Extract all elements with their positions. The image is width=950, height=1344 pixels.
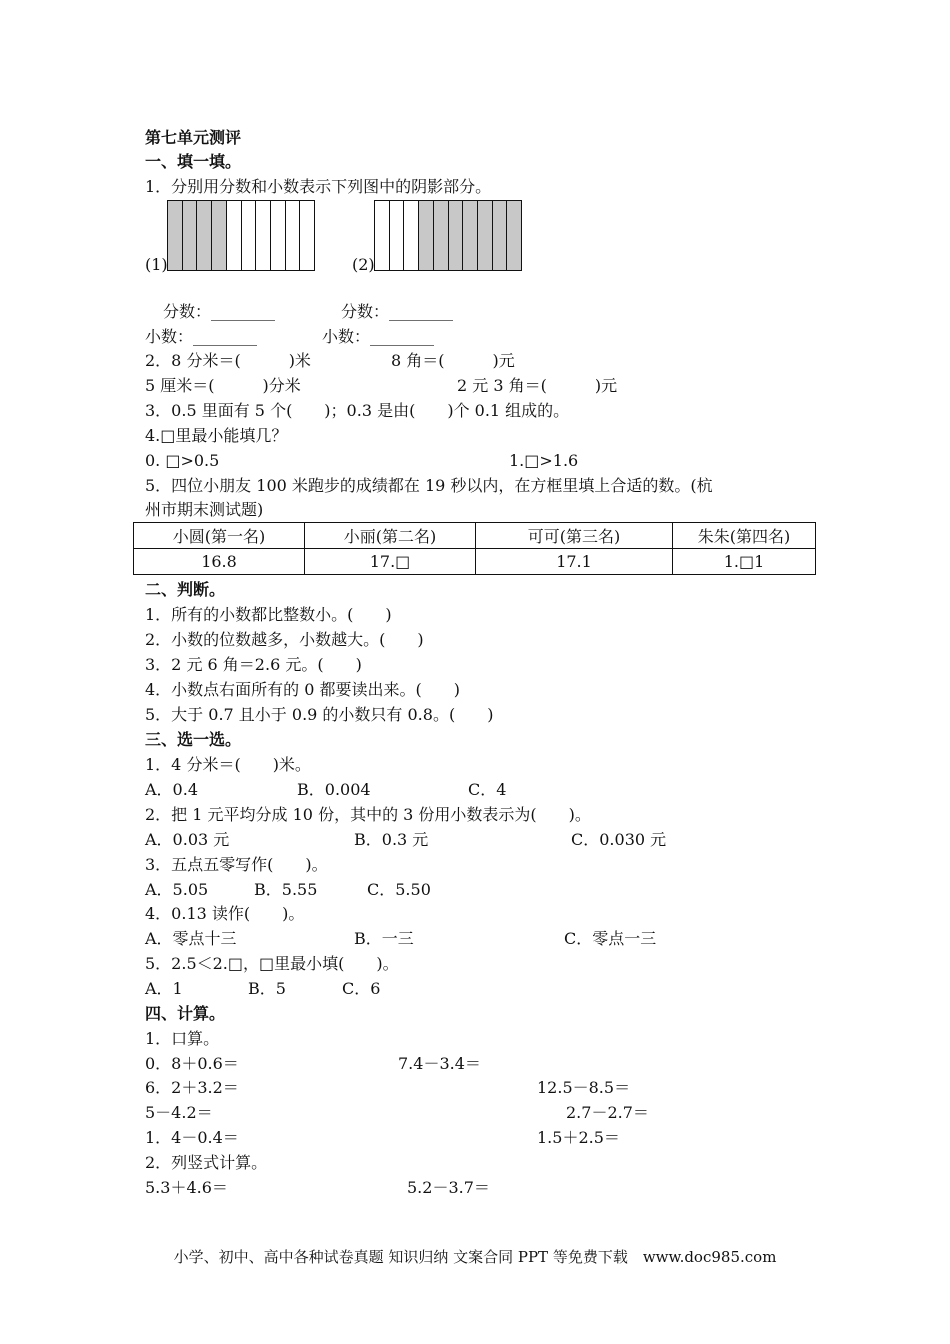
option-b[interactable]: B．0.3 元 (354, 830, 429, 849)
decimal-blank-2[interactable]: 小数：________ (322, 327, 435, 346)
question-1-4: 4.□里最小能填几？ (145, 426, 288, 445)
calc-subheading-oral: 1．口算。 (145, 1029, 220, 1048)
calc-item: 12.5－8.5＝ (537, 1078, 631, 1097)
question-1-3: 3．0.5 里面有 5 个( )；0.3 是由( )个 0.1 组成的。 (145, 401, 570, 420)
table-header-cell: 小圆(第一名) (134, 523, 305, 549)
table-cell: 17.1 (476, 549, 673, 575)
option-c[interactable]: C．6 (342, 979, 381, 998)
judge-item: 3．2 元 6 角＝2.6 元。( ) (145, 655, 362, 674)
table-header-row (134, 523, 816, 549)
option-a[interactable]: A．零点十三 (145, 929, 237, 948)
shaded-cell (183, 201, 198, 270)
choice-question-1: 1．4 分米＝( )米。 (145, 755, 311, 774)
choice-question-5: 5．2.5＜2.□，□里最小填( )。 (145, 954, 399, 973)
option-c[interactable]: C．零点一三 (564, 929, 657, 948)
table-header-cell: 可可(第三名) (476, 523, 673, 549)
judge-item: 4．小数点右面所有的 0 都要读出来。( ) (145, 680, 461, 699)
question-1-4a: 0. □>0.5 (145, 451, 220, 470)
figure-1-label: (1) (145, 255, 168, 274)
calc-item: 5－4.2＝ (145, 1103, 213, 1122)
shaded-cell (493, 201, 508, 270)
shaded-cell (434, 201, 449, 270)
shaded-cell (507, 201, 521, 270)
choice-question-3: 3．五点五零写作( )。 (145, 855, 328, 874)
question-1-2d: 2 元 3 角＝( )元 (457, 376, 618, 395)
table-cell[interactable]: 1.□1 (673, 549, 816, 575)
option-b[interactable]: B．5.55 (254, 880, 318, 899)
calc-item: 2.7－2.7＝ (566, 1103, 649, 1122)
option-b[interactable]: B．0.004 (297, 780, 371, 799)
fraction-blank-2[interactable]: 分数：________ (341, 302, 454, 321)
table-row (134, 549, 816, 575)
shaded-cell (212, 201, 227, 270)
option-c[interactable]: C．4 (468, 780, 507, 799)
unshaded-cell (300, 201, 314, 270)
option-a[interactable]: A．0.03 元 (145, 830, 230, 849)
unshaded-cell (404, 201, 419, 270)
calc-item: 6．2＋3.2＝ (145, 1078, 239, 1097)
judge-item: 5．大于 0.7 且小于 0.9 的小数只有 0.8。( ) (145, 705, 494, 724)
section-heading-calc: 四、计算。 (145, 1004, 226, 1023)
option-c[interactable]: C．5.50 (367, 880, 431, 899)
page-title: 第七单元测评 (145, 128, 242, 147)
option-a[interactable]: A．1 (145, 979, 183, 998)
question-1-2a: 2．8 分米＝( )米 (145, 351, 311, 370)
calc-subheading-vertical: 2．列竖式计算。 (145, 1153, 268, 1172)
calc-item: 0．8＋0.6＝ (145, 1054, 239, 1073)
scores-table (133, 522, 816, 575)
section-heading-fill: 一、填一填。 (145, 152, 242, 171)
calc-item: 5.3＋4.6＝ (145, 1178, 228, 1197)
question-1-4b: 1.□>1.6 (509, 451, 579, 470)
fraction-blank-1[interactable]: 分数：________ (163, 302, 276, 321)
section-heading-choose: 三、选一选。 (145, 730, 242, 749)
figure-2-label: (2) (352, 255, 375, 274)
calc-item: 5.2－3.7＝ (407, 1178, 490, 1197)
judge-item: 2．小数的位数越多，小数越大。( ) (145, 630, 424, 649)
unshaded-cell (256, 201, 271, 270)
question-1-1: 1．分别用分数和小数表示下列图中的阴影部分。 (145, 177, 492, 196)
unshaded-cell (390, 201, 405, 270)
footer-text: 小学、初中、高中各种试卷真题 知识归纳 文案合同 PPT 等免费下载 www.doc985.com (173, 1248, 777, 1266)
unshaded-cell (286, 201, 301, 270)
figure-2-bar (374, 200, 522, 271)
question-1-2c: 5 厘米＝( )分米 (145, 376, 301, 395)
unshaded-cell (271, 201, 286, 270)
judge-item: 1．所有的小数都比整数小。( ) (145, 605, 392, 624)
shaded-cell (478, 201, 493, 270)
option-b[interactable]: B．一三 (354, 929, 414, 948)
question-1-5-line1: 5．四位小朋友 100 米跑步的成绩都在 19 秒以内，在方框里填上合适的数。(杭 (145, 476, 713, 495)
option-a[interactable]: A．5.05 (145, 880, 209, 899)
table-cell: 16.8 (134, 549, 305, 575)
choice-question-4: 4．0.13 读作( )。 (145, 904, 305, 923)
table-header-cell: 小丽(第二名) (305, 523, 476, 549)
shaded-cell (463, 201, 478, 270)
question-1-5-line2: 州市期末测试题) (145, 500, 264, 519)
calc-item: 1.5＋2.5＝ (537, 1128, 620, 1147)
option-b[interactable]: B．5 (248, 979, 286, 998)
figure-1-bar (167, 200, 315, 271)
unshaded-cell (375, 201, 390, 270)
unshaded-cell (242, 201, 257, 270)
decimal-blank-1[interactable]: 小数：________ (145, 327, 258, 346)
shaded-cell (197, 201, 212, 270)
table-header-cell: 朱朱(第四名) (673, 523, 816, 549)
table-cell[interactable]: 17.□ (305, 549, 476, 575)
calc-item: 7.4－3.4＝ (398, 1054, 481, 1073)
question-1-2b: 8 角＝( )元 (391, 351, 515, 370)
shaded-cell (419, 201, 434, 270)
section-heading-judge: 二、判断。 (145, 580, 226, 599)
unshaded-cell (227, 201, 242, 270)
calc-item: 1．4－0.4＝ (145, 1128, 239, 1147)
shaded-cell (449, 201, 464, 270)
shaded-cell (168, 201, 183, 270)
choice-question-2: 2．把 1 元平均分成 10 份，其中的 3 份用小数表示为( )。 (145, 805, 591, 824)
option-c[interactable]: C．0.030 元 (571, 830, 667, 849)
option-a[interactable]: A．0.4 (145, 780, 199, 799)
